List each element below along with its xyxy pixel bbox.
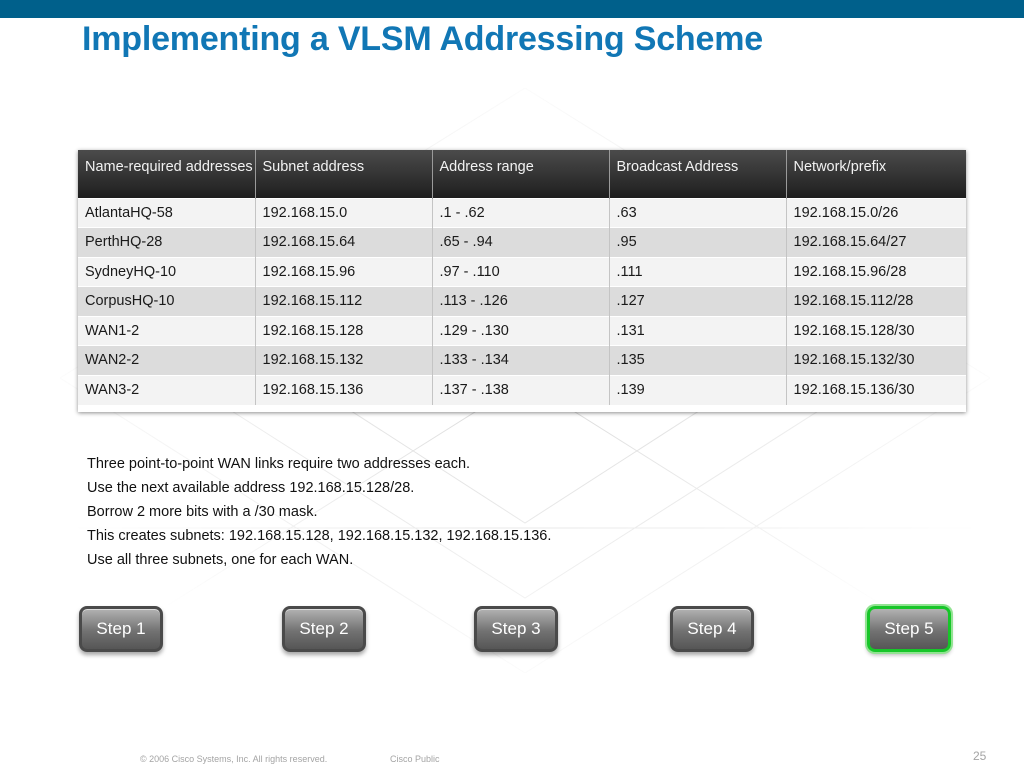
table-cell: .135 bbox=[609, 346, 786, 376]
table-cell: .129 - .130 bbox=[432, 316, 609, 346]
table-cell: .131 bbox=[609, 316, 786, 346]
table-header-row bbox=[78, 150, 966, 198]
table-row bbox=[78, 228, 966, 258]
note-line: Use all three subnets, one for each WAN. bbox=[87, 552, 354, 568]
table-cell: 192.168.15.64/27 bbox=[786, 228, 966, 258]
table-cell: 192.168.15.136 bbox=[255, 375, 432, 405]
table-row bbox=[78, 346, 966, 376]
note-line: Use the next available address 192.168.15.128/28. bbox=[87, 480, 415, 496]
table-row bbox=[78, 316, 966, 346]
table-cell: 192.168.15.132 bbox=[255, 346, 432, 376]
note-line: Borrow 2 more bits with a /30 mask. bbox=[87, 504, 318, 520]
top-accent-bar bbox=[0, 0, 1024, 18]
vlsm-table-panel bbox=[78, 150, 966, 412]
table-cell: PerthHQ-28 bbox=[78, 228, 255, 258]
column-header-range: Address range bbox=[432, 150, 609, 198]
page-number: 25 bbox=[973, 749, 987, 763]
vlsm-table bbox=[78, 150, 966, 405]
table-row bbox=[78, 375, 966, 405]
table-cell: 192.168.15.128 bbox=[255, 316, 432, 346]
table-cell: SydneyHQ-10 bbox=[78, 257, 255, 287]
note-line: This creates subnets: 192.168.15.128, 192.168.15.132, 192.168.15.136. bbox=[87, 528, 552, 544]
table-cell: .137 - .138 bbox=[432, 375, 609, 405]
table-cell: WAN1-2 bbox=[78, 316, 255, 346]
table-cell: .95 bbox=[609, 228, 786, 258]
table-cell: 192.168.15.112/28 bbox=[786, 287, 966, 317]
classification-text: Cisco Public bbox=[390, 754, 440, 764]
slide-title: Implementing a VLSM Addressing Scheme bbox=[82, 20, 763, 58]
table-cell: AtlantaHQ-58 bbox=[78, 198, 255, 228]
column-header-name: Name-required addresses bbox=[78, 150, 255, 198]
copyright-text: © 2006 Cisco Systems, Inc. All rights reserved. bbox=[140, 754, 328, 764]
step-5-button[interactable]: Step 5 bbox=[867, 606, 951, 652]
table-cell: 192.168.15.0/26 bbox=[786, 198, 966, 228]
column-header-subnet: Subnet address bbox=[255, 150, 432, 198]
column-header-prefix: Network/prefix bbox=[786, 150, 966, 198]
note-line: Three point-to-point WAN links require two addresses each. bbox=[87, 456, 471, 472]
table-cell: 192.168.15.0 bbox=[255, 198, 432, 228]
table-cell: .133 - .134 bbox=[432, 346, 609, 376]
table-cell: CorpusHQ-10 bbox=[78, 287, 255, 317]
table-cell: .111 bbox=[609, 257, 786, 287]
table-cell: 192.168.15.64 bbox=[255, 228, 432, 258]
table-cell: .127 bbox=[609, 287, 786, 317]
table-cell: 192.168.15.136/30 bbox=[786, 375, 966, 405]
step-2-button[interactable]: Step 2 bbox=[282, 606, 366, 652]
column-header-broadcast: Broadcast Address bbox=[609, 150, 786, 198]
table-cell: 192.168.15.96 bbox=[255, 257, 432, 287]
table-cell: .1 - .62 bbox=[432, 198, 609, 228]
table-cell: WAN3-2 bbox=[78, 375, 255, 405]
table-cell: 192.168.15.132/30 bbox=[786, 346, 966, 376]
table-cell: .139 bbox=[609, 375, 786, 405]
table-cell: .63 bbox=[609, 198, 786, 228]
table-cell: 192.168.15.128/30 bbox=[786, 316, 966, 346]
table-cell: WAN2-2 bbox=[78, 346, 255, 376]
step-4-button[interactable]: Step 4 bbox=[670, 606, 754, 652]
table-cell: 192.168.15.112 bbox=[255, 287, 432, 317]
step-1-button[interactable]: Step 1 bbox=[79, 606, 163, 652]
table-row bbox=[78, 257, 966, 287]
table-cell: .113 - .126 bbox=[432, 287, 609, 317]
table-cell: .65 - .94 bbox=[432, 228, 609, 258]
table-row bbox=[78, 198, 966, 228]
table-row bbox=[78, 287, 966, 317]
table-cell: .97 - .110 bbox=[432, 257, 609, 287]
explanation-notes bbox=[87, 452, 551, 572]
step-3-button[interactable]: Step 3 bbox=[474, 606, 558, 652]
table-cell: 192.168.15.96/28 bbox=[786, 257, 966, 287]
